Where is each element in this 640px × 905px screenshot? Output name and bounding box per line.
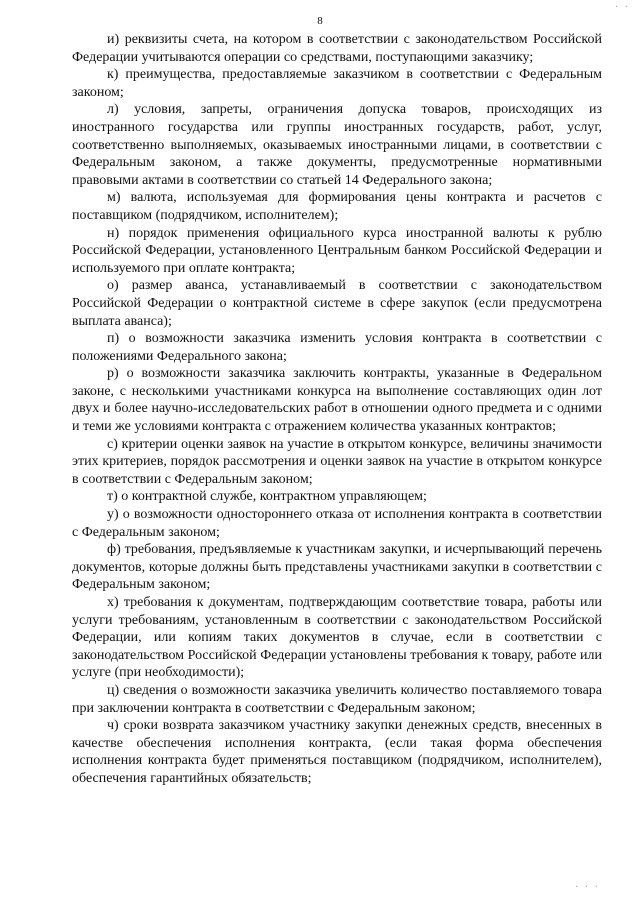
paragraph-m: м) валюта, используемая для формирования цены контракта и расчетов с поставщиком (подрядчиком, исполнителем); — [72, 190, 602, 223]
paragraph-kh: х) требования к документам, подтверждающим соответствие товара, работы или услуги требованиям, установленным в соответствии с законодательством Российской Федерации, или копиям таких документов в случае, если в соответствии с законодательством Российской Федерации установлены требования к товару, работе или услуге (при необходимости); — [72, 595, 602, 681]
paragraph-l: л) условия, запреты, ограничения допуска товаров, происходящих из иностранного государства или группы иностранных государств, работ, услуг, соответственно выполняемых, оказываемых иностранными лицами, в соответствии с Федеральным законом, а также документы, предусмотренные нормативными правовыми актами в соответствии со статьей 14 Федерального закона; — [72, 102, 602, 188]
paragraph-ts: ц) сведения о возможности заказчика увеличить количество поставляемого товара при заключении контракта в соответствии с Федеральным законом; — [72, 682, 602, 716]
paragraph-o: о) размер аванса, устанавливаемый в соответствии с законодательством Российской Федерации о контрактной системе в сфере закупок (если предусмотрена выплата аванса); — [72, 278, 602, 329]
document-body — [72, 31, 602, 788]
paragraph-n: н) порядок применения официального курса иностранной валюты к рублю Российской Федерации, установленного Центральным банком Российской Федерации и используемого при оплате контракта; — [72, 225, 602, 276]
paragraph-k: к) преимущества, предоставляемые заказчиком в соответствии с Федеральным законом; — [72, 67, 602, 100]
paragraph-s: с) критерии оценки заявок на участие в открытом конкурсе, величины значимости этих критериев, порядок рассмотрения и оценки заявок на участие в открытом конкурсе в соответствии с Федеральным законом; — [72, 436, 602, 487]
paragraph-p: п) о возможности заказчика изменить условия контракта в соответствии с положениями Федерального закона; — [72, 331, 602, 364]
paragraph-i: и) реквизиты счета, на котором в соответствии с законодательством Российской Федерации учитываются операции со средствами, поступающими заказчику; — [72, 32, 602, 65]
scan-marks-top: · · — [614, 2, 630, 13]
paragraph-ch: ч) сроки возврата заказчиком участнику закупки денежных средств, внесенных в качестве обеспечения исполнения контракта, (если такая форма обеспечения исполнения контракта будет применяться поставщиком (подрядчиком, исполнителем), обеспечения гарантийных обязательств; — [72, 718, 602, 786]
paragraph-r: р) о возможности заказчика заключить контракты, указанные в Федеральном законе, с несколькими участниками конкурса на выполнение составляющих один лот двух и более научно-исследовательских работ в отношении одного предмета и с одними и теми же условиями контракта с отражением количества указанных контрактов; — [72, 366, 602, 435]
paragraph-f: ф) требования, предъявляемые к участникам закупки, и исчерпывающий перечень документов, которые должны быть представлены участниками закупки в соответствии с Федеральным законом; — [72, 542, 602, 593]
page-number: 8 — [317, 15, 323, 27]
paragraph-u: у) о возможности одностороннего отказа от исполнения контракта в соответствии с Федеральным законом; — [72, 507, 602, 540]
scan-marks-bottom: · · · — [575, 882, 600, 893]
paragraph-t: т) о контрактной службе, контрактном управляющем; — [107, 489, 427, 505]
